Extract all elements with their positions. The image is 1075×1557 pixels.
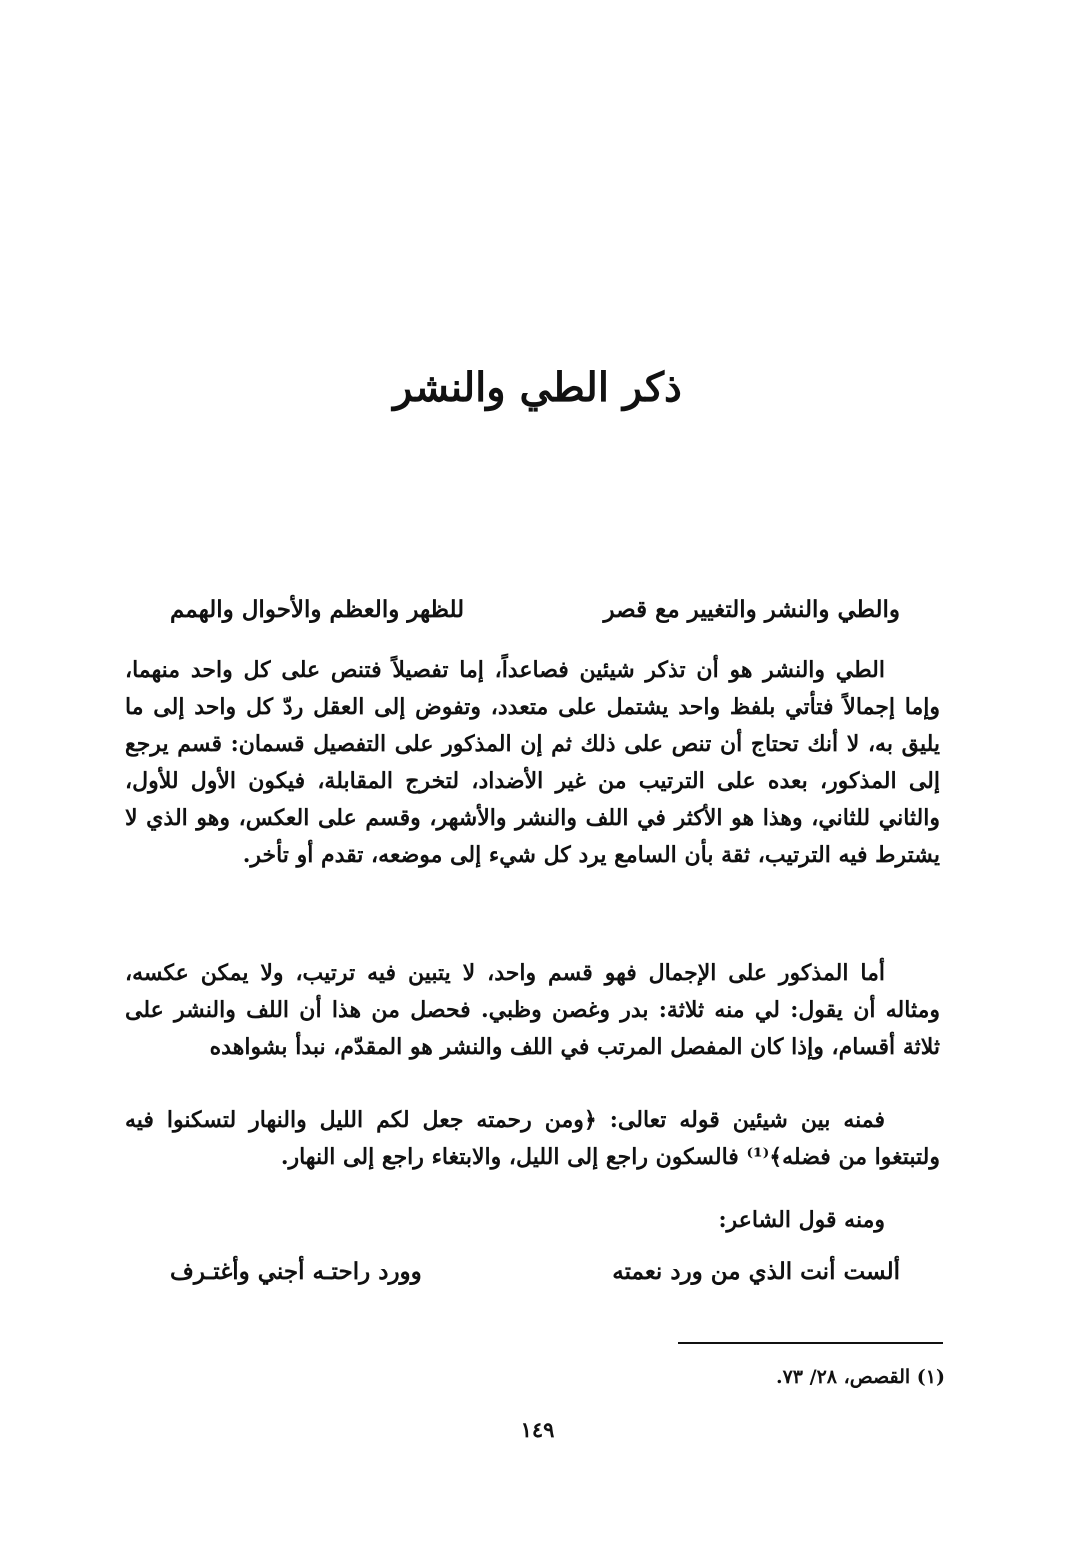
paragraph-poet-intro: ومنه قول الشاعر: [718, 1207, 885, 1233]
paragraph-definition: الطي والنشر هو أن تذكر شيئين فصاعداً، إما تفصيلاً فتنص على كل واحد منهما، وإما إجمالاً فتأتي بلفظ واحد يشتمل على متعدد، وتفوض إلى العقل ردّ كل واحد إلى ما يليق به، لا أنك تحتاج أن تنص على ذلك ثم إن المذكور على التفصيل قسمان: قسم يرجع إلى المذكور، بعده على الترتيب من غير الأضداد، لتخرج المقابلة، فيكون الأول للأول، والثاني للثاني، وهذا هو الأكثر في اللف والنشر والأشهر، وقسم على العكس، وهو الذي لا يشترط فيه الترتيب، ثقة بأن السامع يرد كل شيء إلى موضعه، تقدم أو تأخر. [125, 657, 940, 868]
footnote-divider [678, 1342, 943, 1344]
verse-second-hemistich: وورد راحتـه أجني وأغتـرف [170, 1258, 422, 1285]
verse-first-hemistich: ألست أنت الذي من ورد نعمته [612, 1258, 900, 1285]
paragraph-general-type: أما المذكور على الإجمال فهو قسم واحد، لا يتبين فيه ترتيب، ولا يمكن عكسه، ومثاله أن يقول: لي منه ثلاثة: بدر وغصن وظبي. فحصل من هذا أن اللف والنشر على ثلاثة أقسام، وإذا كان المفصل المرتب في اللف والنشر هو المقدّم، نبدأ بشواهده [125, 960, 941, 1060]
verse-first-hemistich: والطي والنشر والتغيير مع قصر [603, 596, 900, 623]
paragraph-quran-example: فمنه بين شيئين قوله تعالى: ﴿ومن رحمته جعل لكم الليل والنهار لتسكنوا فيه ولتبتغوا من فضله﴾⁽¹⁾ فالسكون راجع إلى الليل، والابتغاء راجع إلى النهار. [125, 1107, 940, 1170]
footnote: (١) القصص، ٢٨/ ٧٣. [775, 1366, 945, 1388]
page-title: ذكر الطي والنشر [393, 364, 682, 411]
opening-verse [170, 590, 900, 630]
page-number: ١٤٩ [520, 1417, 555, 1442]
verse-second-hemistich: للظهر والعظم والأحوال والهمم [170, 596, 465, 623]
poet-verse [170, 1252, 900, 1292]
